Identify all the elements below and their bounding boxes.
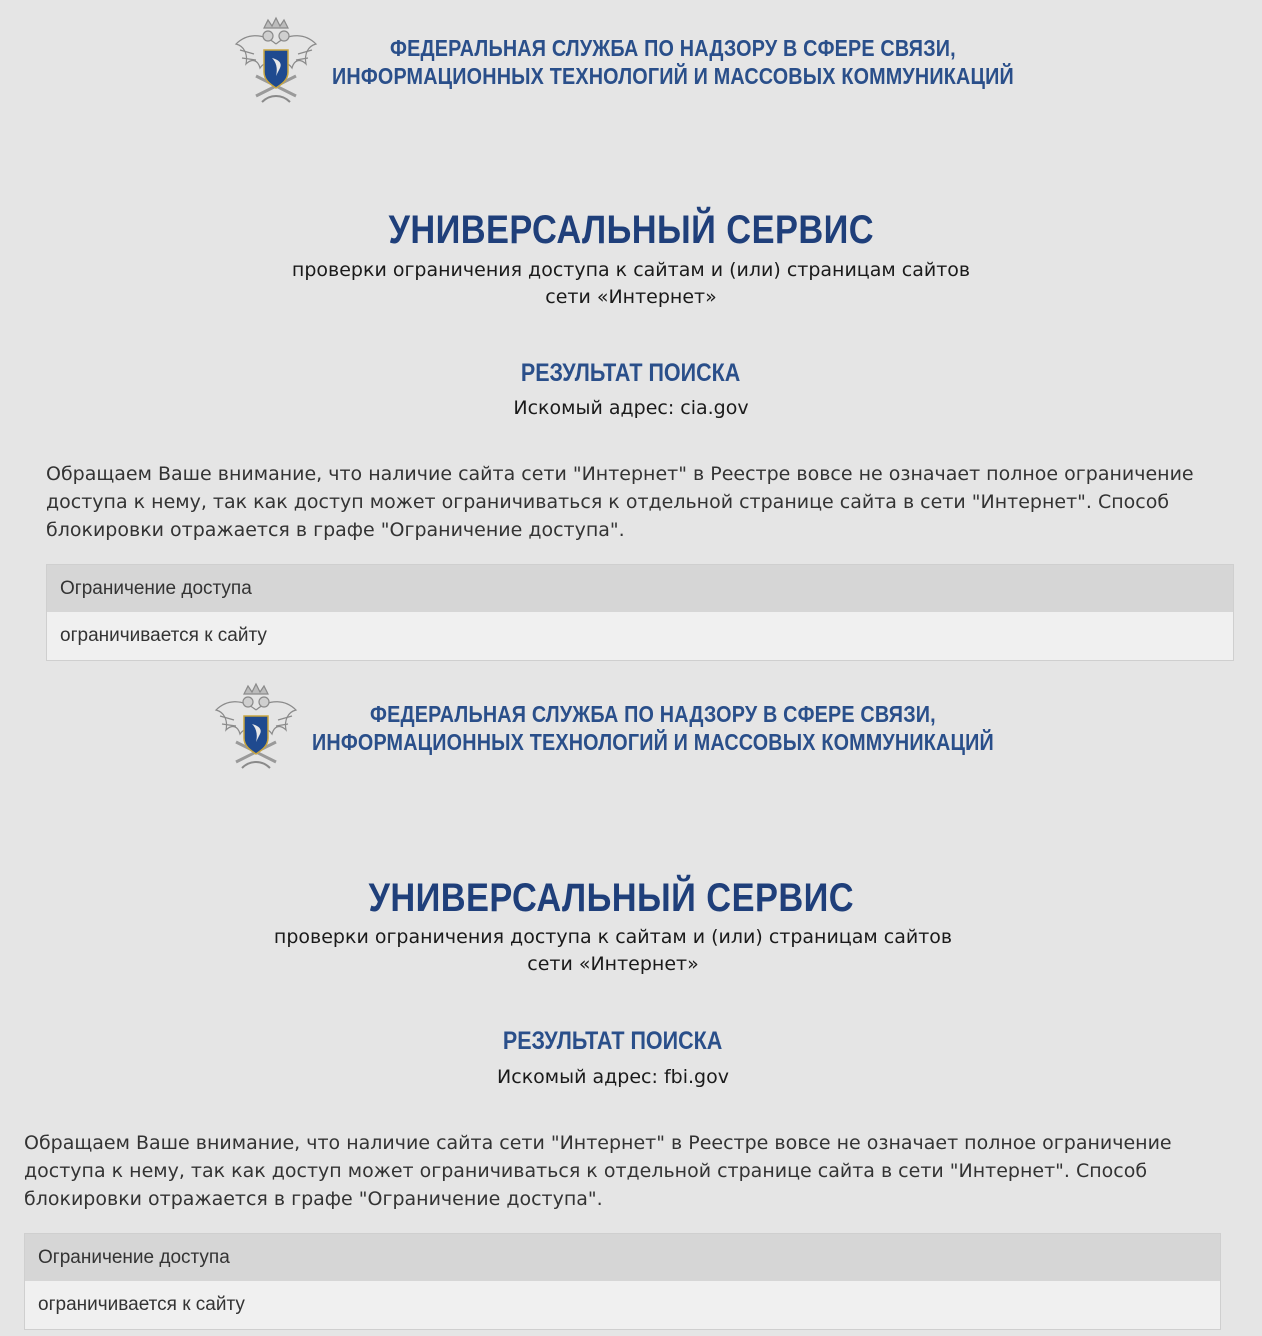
notice-line1: Обращаем Ваше внимание, что наличие сайта сети "Интернет" в Реестре вовсе не означает полное ограничение xyxy=(46,463,1194,485)
notice-text xyxy=(46,460,1194,544)
org-name xyxy=(312,700,994,756)
service-subtitle-line2: сети «Интернет» xyxy=(545,286,717,308)
service-title xyxy=(0,208,1262,253)
emblem-icon xyxy=(232,14,320,110)
service-title-text: УНИВЕРСАЛЬНЫЙ СЕРВИС xyxy=(368,876,854,920)
service-subtitle xyxy=(0,257,1262,311)
org-name-line2: ИНФОРМАЦИОННЫХ ТЕХНОЛОГИЙ И МАССОВЫХ КОММУНИКАЦИЙ xyxy=(312,729,994,755)
org-name-line2: ИНФОРМАЦИОННЫХ ТЕХНОЛОГИЙ И МАССОВЫХ КОММУНИКАЦИЙ xyxy=(332,63,1014,89)
org-name-line1: ФЕДЕРАЛЬНАЯ СЛУЖБА ПО НАДЗОРУ В СФЕРЕ СВЯЗИ, xyxy=(390,35,956,61)
notice-text xyxy=(24,1129,1172,1213)
restriction-table xyxy=(46,564,1234,661)
service-subtitle-line2: сети «Интернет» xyxy=(527,953,699,975)
notice-line3: блокировки отражается в графе "Ограничение доступа". xyxy=(46,519,625,541)
notice-line2: доступа к нему, так как доступ может ограничиваться к отдельной странице сайта в сети "Интернет". Способ xyxy=(24,1160,1148,1182)
result-title-text: РЕЗУЛЬТАТ ПОИСКА xyxy=(503,1027,723,1055)
table-header: Ограничение доступа xyxy=(47,565,1233,612)
restriction-table xyxy=(24,1233,1221,1330)
service-subtitle xyxy=(0,924,1244,978)
searched-address: Искомый адрес: cia.gov xyxy=(513,397,749,419)
org-name xyxy=(332,34,1014,90)
emblem-icon xyxy=(212,680,300,776)
service-subtitle-line1: проверки ограничения доступа к сайтам и (или) страницам сайтов xyxy=(291,259,971,281)
searched-address: Искомый адрес: fbi.gov xyxy=(497,1066,729,1088)
site-header xyxy=(212,680,1105,776)
site-header xyxy=(232,14,1125,110)
result-title-text: РЕЗУЛЬТАТ ПОИСКА xyxy=(521,359,741,387)
table-header: Ограничение доступа xyxy=(25,1234,1220,1281)
result-title xyxy=(0,1027,1244,1056)
result-panel-2 xyxy=(0,668,1262,1336)
service-title-text: УНИВЕРСАЛЬНЫЙ СЕРВИС xyxy=(388,208,874,252)
service-subtitle-line1: проверки ограничения доступа к сайтам и (или) страницам сайтов xyxy=(273,926,953,948)
notice-line1: Обращаем Ваше внимание, что наличие сайта сети "Интернет" в Реестре вовсе не означает полное ограничение xyxy=(24,1132,1172,1154)
notice-line2: доступа к нему, так как доступ может ограничиваться к отдельной странице сайта в сети "Интернет". Способ xyxy=(46,491,1170,513)
notice-line3: блокировки отражается в графе "Ограничение доступа". xyxy=(24,1188,603,1210)
table-row: ограничивается к сайту xyxy=(47,612,1233,660)
result-title xyxy=(0,359,1262,388)
service-title xyxy=(0,876,1242,921)
table-row: ограничивается к сайту xyxy=(25,1281,1220,1329)
org-name-line1: ФЕДЕРАЛЬНАЯ СЛУЖБА ПО НАДЗОРУ В СФЕРЕ СВЯЗИ, xyxy=(370,701,936,727)
